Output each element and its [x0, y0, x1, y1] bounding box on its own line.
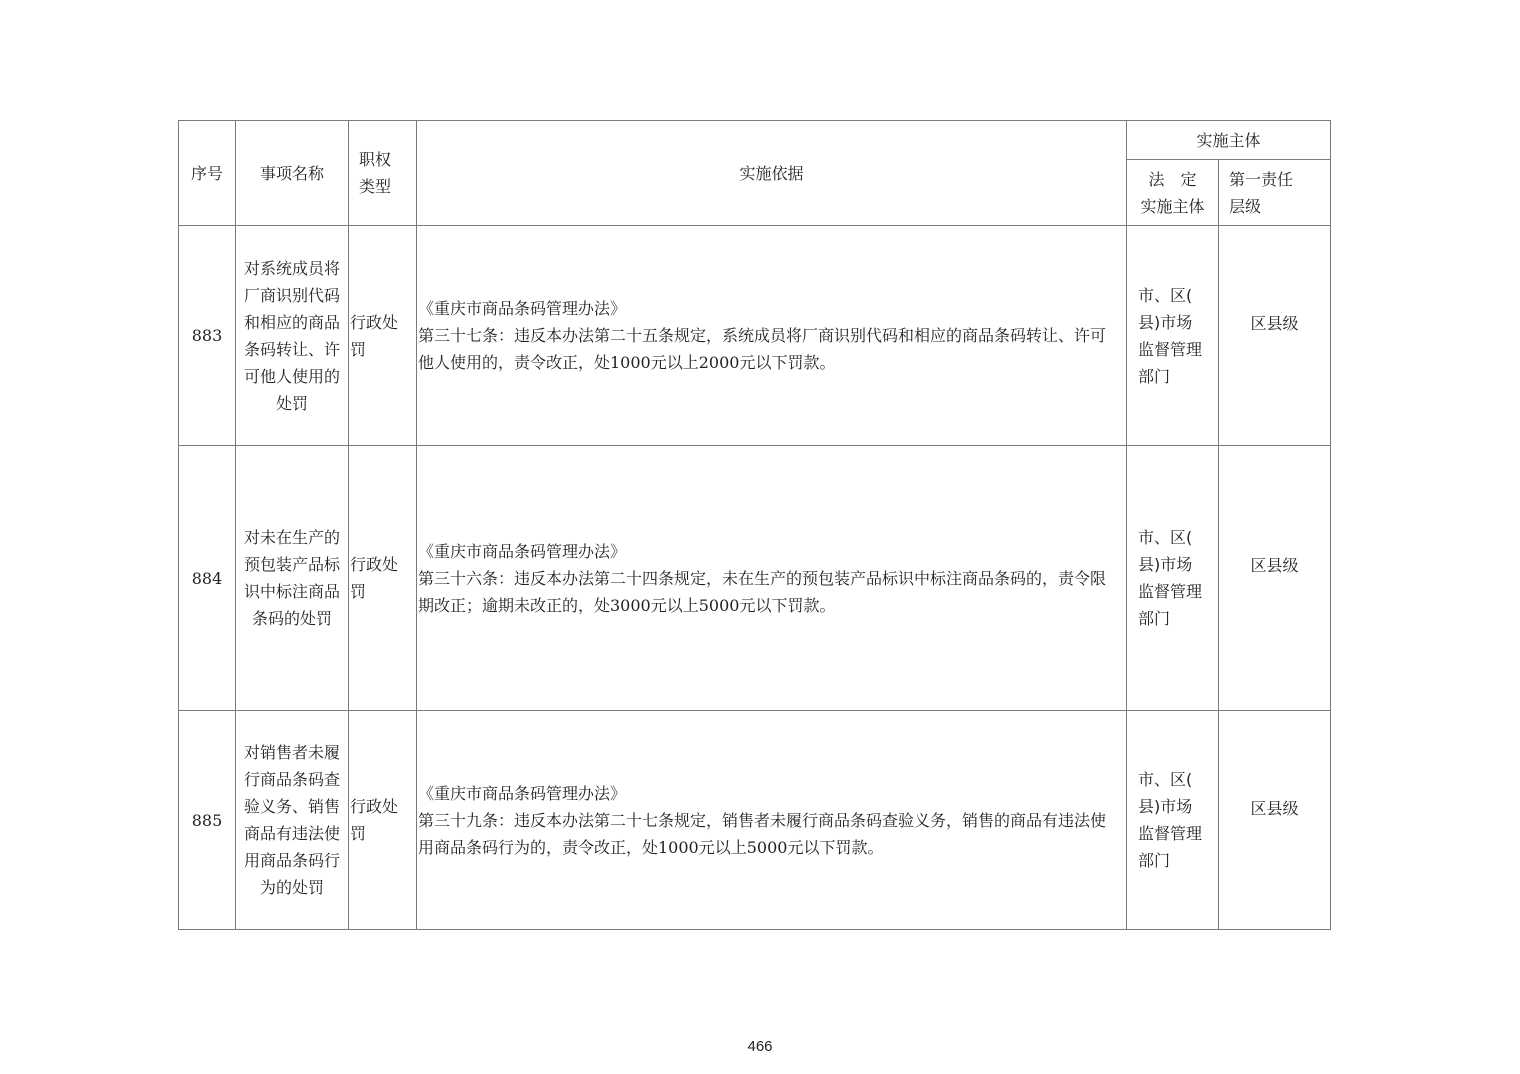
type-line: 行政处	[350, 797, 399, 816]
row-seq: 884	[179, 446, 236, 711]
header-authority-type-line1: 职权	[359, 150, 392, 169]
name-line: 条码转让、许	[243, 339, 340, 359]
level-text: 区县级	[1250, 314, 1299, 333]
type-line: 罚	[350, 582, 367, 601]
header-legal-subject	[1127, 160, 1219, 226]
subject-line: 部门	[1138, 366, 1171, 386]
basis-title: 《重庆市商品条码管理办法》	[418, 541, 627, 561]
row-seq: 885	[179, 711, 236, 930]
subject-line: 监督管理	[1138, 582, 1203, 601]
basis-title: 《重庆市商品条码管理办法》	[418, 299, 627, 318]
row-authority-type	[349, 226, 417, 446]
basis-text: 第三十七条：违反本办法第二十五条规定，系统成员将厂商识别代码和相应的商品条码转让、许可他人使用的，责令改正，处1000元以上2000元以下罚款。	[418, 326, 1107, 372]
name-line: 对未在生产的	[243, 528, 340, 547]
table-row	[179, 226, 1331, 446]
name-line: 对系统成员将	[243, 258, 340, 278]
subject-line: 市、区(	[1138, 285, 1193, 305]
type-line: 行政处	[350, 555, 399, 574]
header-item-name: 事项名称	[236, 121, 349, 226]
row-legal-subject	[1127, 446, 1219, 711]
header-authority-type-line2: 类型	[359, 177, 392, 196]
name-line: 可他人使用的	[243, 366, 340, 386]
basis-text: 第三十九条：违反本办法第二十七条规定，销售者未履行商品条码查验义务，销售的商品有违法使用商品条码行为的，责令改正，处1000元以上5000元以下罚款。	[418, 810, 1107, 857]
row-responsibility-level	[1219, 446, 1331, 711]
row-responsibility-level	[1219, 226, 1331, 446]
table-row	[179, 711, 1331, 930]
subject-line: 市、区(	[1138, 770, 1193, 789]
level-text: 区县级	[1250, 799, 1299, 818]
name-line: 条码的处罚	[251, 609, 332, 628]
name-line: 识中标注商品	[243, 582, 340, 601]
row-authority-type	[349, 711, 417, 930]
name-line: 商品有违法使	[243, 824, 340, 843]
subject-line: 市、区(	[1138, 528, 1193, 547]
subject-line: 监督管理	[1138, 824, 1203, 843]
type-line: 行政处	[350, 312, 399, 332]
row-responsibility-level	[1219, 711, 1331, 930]
header-responsibility-level-line1: 第一责任	[1229, 169, 1294, 189]
header-authority-type	[349, 121, 417, 226]
subject-line: 部门	[1138, 851, 1171, 870]
row-authority-type	[349, 446, 417, 711]
basis-text: 第三十六条：违反本办法第二十四条规定，未在生产的预包装产品标识中标注商品条码的，责令限期改正；逾期未改正的，处3000元以上5000元以下罚款。	[418, 568, 1107, 615]
subject-line: 县)市场	[1138, 312, 1193, 332]
name-line: 行商品条码查	[243, 770, 340, 789]
header-legal-subject-line1: 法 定	[1148, 169, 1197, 189]
name-line: 用商品条码行	[243, 851, 340, 870]
enforcement-table	[178, 120, 1331, 930]
subject-line: 县)市场	[1138, 555, 1193, 574]
subject-line: 县)市场	[1138, 797, 1193, 816]
name-line: 预包装产品标	[243, 555, 340, 574]
page-number: 466	[747, 1038, 773, 1055]
basis-title: 《重庆市商品条码管理办法》	[418, 783, 627, 803]
row-legal-subject	[1127, 226, 1219, 446]
level-text: 区县级	[1250, 556, 1299, 575]
name-line: 验义务、销售	[243, 797, 340, 816]
header-basis: 实施依据	[417, 121, 1127, 226]
name-line: 处罚	[275, 393, 308, 413]
row-basis	[417, 711, 1127, 930]
header-legal-subject-line2: 实施主体	[1140, 196, 1205, 216]
header-responsibility-level-line2: 层级	[1229, 196, 1262, 216]
header-responsibility-level	[1219, 160, 1331, 226]
header-row-top	[179, 121, 1331, 160]
subject-line: 监督管理	[1138, 339, 1203, 359]
type-line: 罚	[350, 339, 367, 359]
row-basis	[417, 446, 1127, 711]
table-row	[179, 446, 1331, 711]
row-basis	[417, 226, 1127, 446]
row-item-name	[236, 711, 349, 930]
row-legal-subject	[1127, 711, 1219, 930]
name-line: 和相应的商品	[243, 312, 340, 332]
header-seq: 序号	[179, 121, 236, 226]
row-seq: 883	[179, 226, 236, 446]
header-subject-group: 实施主体	[1127, 121, 1331, 160]
row-item-name	[236, 446, 349, 711]
name-line: 对销售者未履	[243, 743, 340, 762]
name-line: 厂商识别代码	[243, 285, 340, 305]
type-line: 罚	[350, 824, 367, 843]
subject-line: 部门	[1138, 609, 1171, 628]
row-item-name	[236, 226, 349, 446]
name-line: 为的处罚	[259, 878, 324, 897]
